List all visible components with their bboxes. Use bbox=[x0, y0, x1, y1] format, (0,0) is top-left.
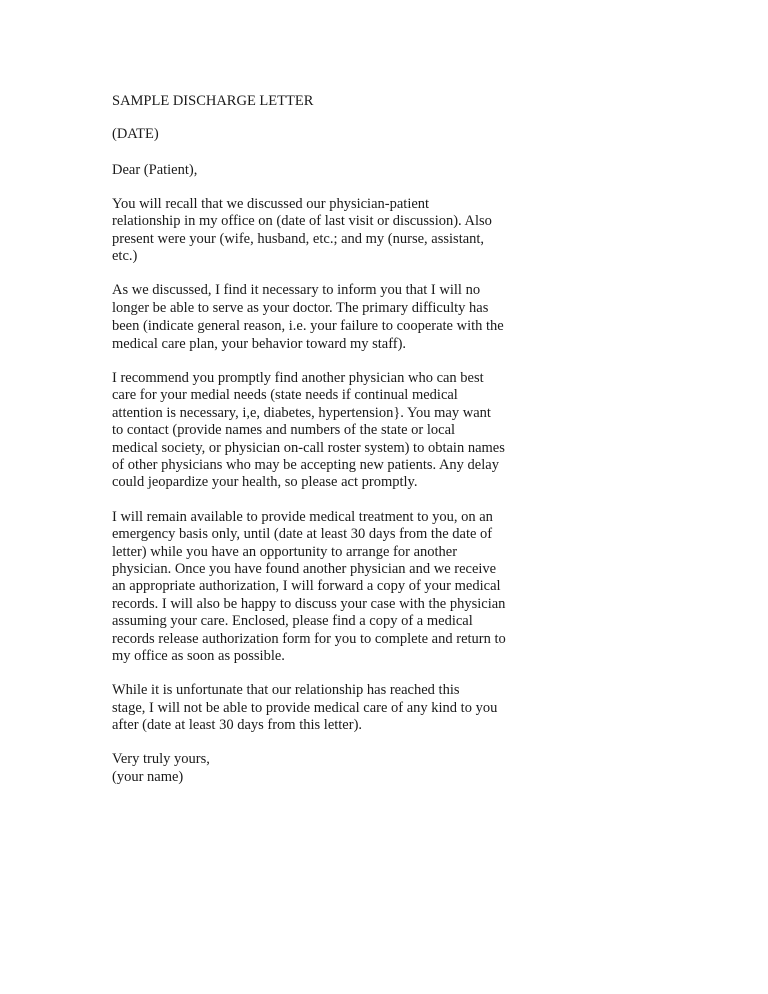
paragraph-line: physician. Once you have found another physician and we receive bbox=[112, 561, 497, 577]
paragraph-line: attention is necessary, i,e, diabetes, hypertension}. You may want bbox=[112, 405, 491, 421]
paragraph-line: medical society, or physician on-call roster system) to obtain names bbox=[112, 440, 505, 456]
paragraph-line: longer be able to serve as your doctor. The primary difficulty has bbox=[112, 300, 489, 316]
paragraph-line: to contact (provide names and numbers of the state or local bbox=[112, 422, 456, 438]
paragraph-line: I recommend you promptly find another physician who can best bbox=[112, 370, 484, 386]
paragraph-line: stage, I will not be able to provide medical care of any kind to you bbox=[112, 700, 498, 716]
paragraph-line: my office as soon as possible. bbox=[112, 648, 285, 664]
paragraph-line: emergency basis only, until (date at least 30 days from the date of bbox=[112, 526, 493, 542]
paragraph-line: While it is unfortunate that our relationship has reached this bbox=[112, 682, 460, 698]
paragraph-line: assuming your care. Enclosed, please find a copy of a medical bbox=[112, 613, 473, 629]
signature-name: (your name) bbox=[112, 769, 184, 785]
letter-title: SAMPLE DISCHARGE LETTER bbox=[112, 93, 314, 109]
paragraph-line: could jeopardize your health, so please act promptly. bbox=[112, 474, 418, 490]
paragraph-line: present were your (wife, husband, etc.; and my (nurse, assistant, bbox=[112, 231, 485, 247]
paragraph-line: letter) while you have an opportunity to arrange for another bbox=[112, 544, 458, 560]
paragraph-line: I will remain available to provide medical treatment to you, on an bbox=[112, 509, 493, 525]
paragraph-line: medical care plan, your behavior toward my staff). bbox=[112, 336, 407, 352]
paragraph-line: an appropriate authorization, I will forward a copy of your medical bbox=[112, 578, 501, 594]
paragraph-line: relationship in my office on (date of last visit or discussion). Also bbox=[112, 213, 492, 229]
paragraph-line: records. I will also be happy to discuss your case with the physician bbox=[112, 596, 506, 612]
paragraph-line: As we discussed, I find it necessary to inform you that I will no bbox=[112, 282, 481, 298]
letter-date: (DATE) bbox=[112, 126, 159, 142]
paragraph-line: You will recall that we discussed our physician-patient bbox=[112, 196, 430, 212]
paragraph-line: records release authorization form for you to complete and return to bbox=[112, 631, 506, 647]
salutation: Dear (Patient), bbox=[112, 162, 198, 178]
paragraph-line: etc.) bbox=[112, 248, 138, 264]
paragraph-line: of other physicians who may be accepting new patients. Any delay bbox=[112, 457, 499, 473]
paragraph-line: care for your medial needs (state needs if continual medical bbox=[112, 387, 458, 403]
paragraph-line: been (indicate general reason, i.e. your failure to cooperate with the bbox=[112, 318, 504, 334]
paragraph-line: after (date at least 30 days from this letter). bbox=[112, 717, 363, 733]
closing: Very truly yours, bbox=[112, 751, 210, 767]
